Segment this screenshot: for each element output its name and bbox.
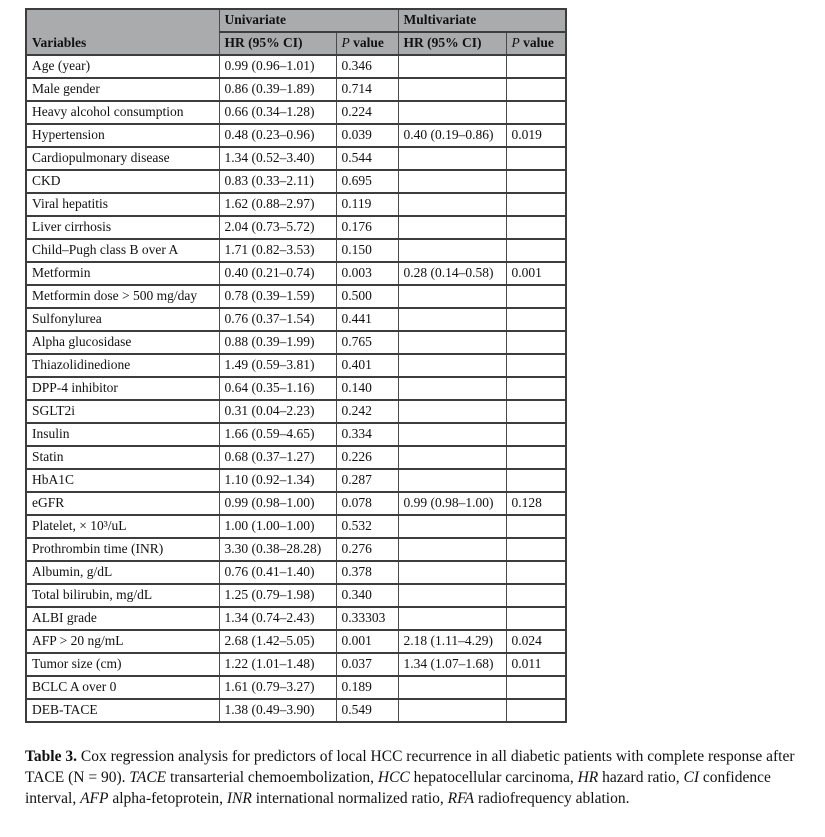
variable-cell: Metformin dose > 500 mg/day: [26, 285, 219, 308]
univariate-hr-cell: 1.38 (0.49–3.90): [219, 699, 336, 722]
multivariate-hr-cell: [398, 538, 506, 561]
multivariate-pvalue-cell: [506, 607, 566, 630]
univariate-pvalue-cell: 0.189: [336, 676, 398, 699]
multivariate-hr-cell: [398, 676, 506, 699]
table-row: [26, 308, 566, 331]
univariate-pvalue-cell: 0.544: [336, 147, 398, 170]
multivariate-pvalue-cell: [506, 469, 566, 492]
multivariate-hr-cell: [398, 193, 506, 216]
multivariate-pvalue-cell: [506, 699, 566, 722]
multivariate-pvalue-cell: [506, 101, 566, 124]
multivariate-pvalue-cell: [506, 515, 566, 538]
multivariate-pvalue-cell: [506, 239, 566, 262]
multivariate-hr-cell: [398, 561, 506, 584]
univariate-hr-cell: 1.00 (1.00–1.00): [219, 515, 336, 538]
multivariate-pvalue-cell: [506, 55, 566, 78]
univariate-hr-cell: 1.22 (1.01–1.48): [219, 653, 336, 676]
univariate-hr-cell: 2.04 (0.73–5.72): [219, 216, 336, 239]
univariate-pvalue-cell: 0.224: [336, 101, 398, 124]
univariate-pvalue-cell: 0.037: [336, 653, 398, 676]
univariate-pvalue-cell: 0.003: [336, 262, 398, 285]
multivariate-pvalue-cell: [506, 400, 566, 423]
multivariate-hr-cell: [398, 607, 506, 630]
variable-cell: CKD: [26, 170, 219, 193]
univariate-pvalue-cell: 0.276: [336, 538, 398, 561]
table-row: [26, 446, 566, 469]
univariate-pvalue-cell: 0.532: [336, 515, 398, 538]
variable-cell: Alpha glucosidase: [26, 331, 219, 354]
multivariate-pvalue-cell: [506, 285, 566, 308]
table-row: [26, 469, 566, 492]
table-row: [26, 515, 566, 538]
univariate-hr-cell: 0.83 (0.33–2.11): [219, 170, 336, 193]
univariate-hr-cell: 3.30 (0.38–28.28): [219, 538, 336, 561]
multivariate-pvalue-cell: [506, 423, 566, 446]
variable-cell: Child–Pugh class B over A: [26, 239, 219, 262]
univariate-pvalue-cell: 0.714: [336, 78, 398, 101]
table-row: [26, 492, 566, 515]
variable-cell: BCLC A over 0: [26, 676, 219, 699]
multivariate-pvalue-cell: 0.128: [506, 492, 566, 515]
univariate-hr-cell: 0.88 (0.39–1.99): [219, 331, 336, 354]
univariate-pvalue-cell: 0.001: [336, 630, 398, 653]
table-row: [26, 101, 566, 124]
variable-cell: Total bilirubin, mg/dL: [26, 584, 219, 607]
variable-cell: Age (year): [26, 55, 219, 78]
multivariate-hr-cell: [398, 147, 506, 170]
variable-cell: Albumin, g/dL: [26, 561, 219, 584]
multivariate-pvalue-cell: [506, 377, 566, 400]
column-header-multivariate-hr: HR (95% CI): [398, 32, 506, 55]
univariate-hr-cell: 1.71 (0.82–3.53): [219, 239, 336, 262]
univariate-hr-cell: 0.68 (0.37–1.27): [219, 446, 336, 469]
variable-cell: HbA1C: [26, 469, 219, 492]
multivariate-hr-cell: [398, 308, 506, 331]
variable-cell: Hypertension: [26, 124, 219, 147]
variable-cell: DPP-4 inhibitor: [26, 377, 219, 400]
univariate-pvalue-cell: 0.340: [336, 584, 398, 607]
cox-regression-table: [25, 8, 567, 723]
multivariate-pvalue-cell: [506, 308, 566, 331]
variable-cell: Cardiopulmonary disease: [26, 147, 219, 170]
univariate-hr-cell: 0.86 (0.39–1.89): [219, 78, 336, 101]
univariate-pvalue-cell: 0.226: [336, 446, 398, 469]
univariate-pvalue-cell: 0.176: [336, 216, 398, 239]
multivariate-hr-cell: [398, 446, 506, 469]
table-row: [26, 354, 566, 377]
table-caption: Table 3. Cox regression analysis for predictors of local HCC recurrence in all diabetic patients with complete response after TACE (N = 90). TACE transarterial chemoembolization, HCC hepatocellular carcinoma, HR hazard ratio, CI confidence interval, AFP alpha-fetoprotein, INR international normalized ratio, RFA radiofrequency ablation.: [25, 748, 795, 807]
univariate-hr-cell: 0.48 (0.23–0.96): [219, 124, 336, 147]
multivariate-pvalue-cell: [506, 216, 566, 239]
multivariate-hr-cell: [398, 584, 506, 607]
variable-cell: Statin: [26, 446, 219, 469]
multivariate-hr-cell: [398, 216, 506, 239]
column-header-univariate-hr: HR (95% CI): [219, 32, 336, 55]
univariate-pvalue-cell: 0.441: [336, 308, 398, 331]
group-header-univariate: Univariate: [219, 9, 398, 32]
table-row: [26, 147, 566, 170]
multivariate-pvalue-cell: 0.011: [506, 653, 566, 676]
group-header-row: [26, 9, 566, 32]
univariate-pvalue-cell: 0.039: [336, 124, 398, 147]
univariate-pvalue-cell: 0.078: [336, 492, 398, 515]
multivariate-pvalue-cell: [506, 193, 566, 216]
univariate-hr-cell: 0.40 (0.21–0.74): [219, 262, 336, 285]
multivariate-pvalue-cell: [506, 538, 566, 561]
column-header-multivariate-pvalue: P value: [506, 32, 566, 55]
univariate-hr-cell: 1.49 (0.59–3.81): [219, 354, 336, 377]
multivariate-hr-cell: 1.34 (1.07–1.68): [398, 653, 506, 676]
variable-cell: Heavy alcohol consumption: [26, 101, 219, 124]
univariate-pvalue-cell: 0.695: [336, 170, 398, 193]
multivariate-hr-cell: [398, 170, 506, 193]
multivariate-pvalue-cell: [506, 676, 566, 699]
table-row: [26, 400, 566, 423]
univariate-hr-cell: 1.34 (0.74–2.43): [219, 607, 336, 630]
variable-cell: Male gender: [26, 78, 219, 101]
table-row: [26, 584, 566, 607]
multivariate-hr-cell: [398, 78, 506, 101]
multivariate-pvalue-cell: [506, 446, 566, 469]
univariate-hr-cell: 0.99 (0.96–1.01): [219, 55, 336, 78]
column-header-variables: Variables: [26, 9, 219, 55]
table-row: [26, 538, 566, 561]
variable-cell: DEB-TACE: [26, 699, 219, 722]
multivariate-hr-cell: 0.28 (0.14–0.58): [398, 262, 506, 285]
variable-cell: eGFR: [26, 492, 219, 515]
univariate-pvalue-cell: 0.287: [336, 469, 398, 492]
variable-cell: ALBI grade: [26, 607, 219, 630]
multivariate-hr-cell: [398, 515, 506, 538]
univariate-pvalue-cell: 0.765: [336, 331, 398, 354]
multivariate-hr-cell: [398, 101, 506, 124]
univariate-hr-cell: 0.64 (0.35–1.16): [219, 377, 336, 400]
multivariate-hr-cell: [398, 354, 506, 377]
univariate-pvalue-cell: 0.33303: [336, 607, 398, 630]
univariate-pvalue-cell: 0.140: [336, 377, 398, 400]
multivariate-hr-cell: 0.40 (0.19–0.86): [398, 124, 506, 147]
univariate-hr-cell: 1.61 (0.79–3.27): [219, 676, 336, 699]
variable-cell: Sulfonylurea: [26, 308, 219, 331]
multivariate-pvalue-cell: 0.019: [506, 124, 566, 147]
multivariate-pvalue-cell: [506, 331, 566, 354]
univariate-pvalue-cell: 0.242: [336, 400, 398, 423]
univariate-hr-cell: 0.66 (0.34–1.28): [219, 101, 336, 124]
multivariate-pvalue-cell: [506, 170, 566, 193]
variable-cell: AFP > 20 ng/mL: [26, 630, 219, 653]
table-row: [26, 124, 566, 147]
univariate-hr-cell: 1.10 (0.92–1.34): [219, 469, 336, 492]
table-row: [26, 377, 566, 400]
multivariate-hr-cell: 2.18 (1.11–4.29): [398, 630, 506, 653]
variable-cell: SGLT2i: [26, 400, 219, 423]
univariate-hr-cell: 1.62 (0.88–2.97): [219, 193, 336, 216]
univariate-hr-cell: 0.31 (0.04–2.23): [219, 400, 336, 423]
multivariate-pvalue-cell: [506, 78, 566, 101]
table-row: [26, 423, 566, 446]
multivariate-hr-cell: [398, 331, 506, 354]
multivariate-pvalue-cell: [506, 561, 566, 584]
table-row: [26, 216, 566, 239]
univariate-pvalue-cell: 0.346: [336, 55, 398, 78]
multivariate-hr-cell: [398, 239, 506, 262]
univariate-pvalue-cell: 0.378: [336, 561, 398, 584]
table-row: [26, 630, 566, 653]
column-header-univariate-pvalue: P value: [336, 32, 398, 55]
multivariate-hr-cell: [398, 423, 506, 446]
multivariate-pvalue-cell: 0.001: [506, 262, 566, 285]
variable-cell: Metformin: [26, 262, 219, 285]
table-row: [26, 193, 566, 216]
table-row: [26, 699, 566, 722]
univariate-hr-cell: 0.78 (0.39–1.59): [219, 285, 336, 308]
variable-cell: Liver cirrhosis: [26, 216, 219, 239]
table-row: [26, 285, 566, 308]
univariate-pvalue-cell: 0.150: [336, 239, 398, 262]
multivariate-pvalue-cell: [506, 354, 566, 377]
univariate-pvalue-cell: 0.119: [336, 193, 398, 216]
multivariate-pvalue-cell: [506, 147, 566, 170]
multivariate-hr-cell: 0.99 (0.98–1.00): [398, 492, 506, 515]
multivariate-hr-cell: [398, 377, 506, 400]
multivariate-hr-cell: [398, 469, 506, 492]
table-row: [26, 607, 566, 630]
variable-cell: Platelet, × 10³/uL: [26, 515, 219, 538]
table-body: [26, 55, 566, 722]
table-row: [26, 78, 566, 101]
multivariate-hr-cell: [398, 55, 506, 78]
univariate-hr-cell: 1.25 (0.79–1.98): [219, 584, 336, 607]
variable-cell: Thiazolidinedione: [26, 354, 219, 377]
univariate-pvalue-cell: 0.500: [336, 285, 398, 308]
table-row: [26, 653, 566, 676]
multivariate-hr-cell: [398, 400, 506, 423]
univariate-pvalue-cell: 0.334: [336, 423, 398, 446]
table-row: [26, 561, 566, 584]
univariate-hr-cell: 1.34 (0.52–3.40): [219, 147, 336, 170]
table-row: [26, 170, 566, 193]
table-header: [26, 9, 566, 55]
table-row: [26, 262, 566, 285]
multivariate-hr-cell: [398, 699, 506, 722]
univariate-hr-cell: 2.68 (1.42–5.05): [219, 630, 336, 653]
univariate-hr-cell: 0.76 (0.41–1.40): [219, 561, 336, 584]
variable-cell: Prothrombin time (INR): [26, 538, 219, 561]
variable-cell: Tumor size (cm): [26, 653, 219, 676]
univariate-hr-cell: 0.76 (0.37–1.54): [219, 308, 336, 331]
multivariate-hr-cell: [398, 285, 506, 308]
variable-cell: Viral hepatitis: [26, 193, 219, 216]
univariate-pvalue-cell: 0.401: [336, 354, 398, 377]
multivariate-pvalue-cell: 0.024: [506, 630, 566, 653]
group-header-multivariate: Multivariate: [398, 9, 566, 32]
table-row: [26, 331, 566, 354]
table-row: [26, 676, 566, 699]
univariate-pvalue-cell: 0.549: [336, 699, 398, 722]
variable-cell: Insulin: [26, 423, 219, 446]
multivariate-pvalue-cell: [506, 584, 566, 607]
table-row: [26, 55, 566, 78]
univariate-hr-cell: 1.66 (0.59–4.65): [219, 423, 336, 446]
table-row: [26, 239, 566, 262]
univariate-hr-cell: 0.99 (0.98–1.00): [219, 492, 336, 515]
